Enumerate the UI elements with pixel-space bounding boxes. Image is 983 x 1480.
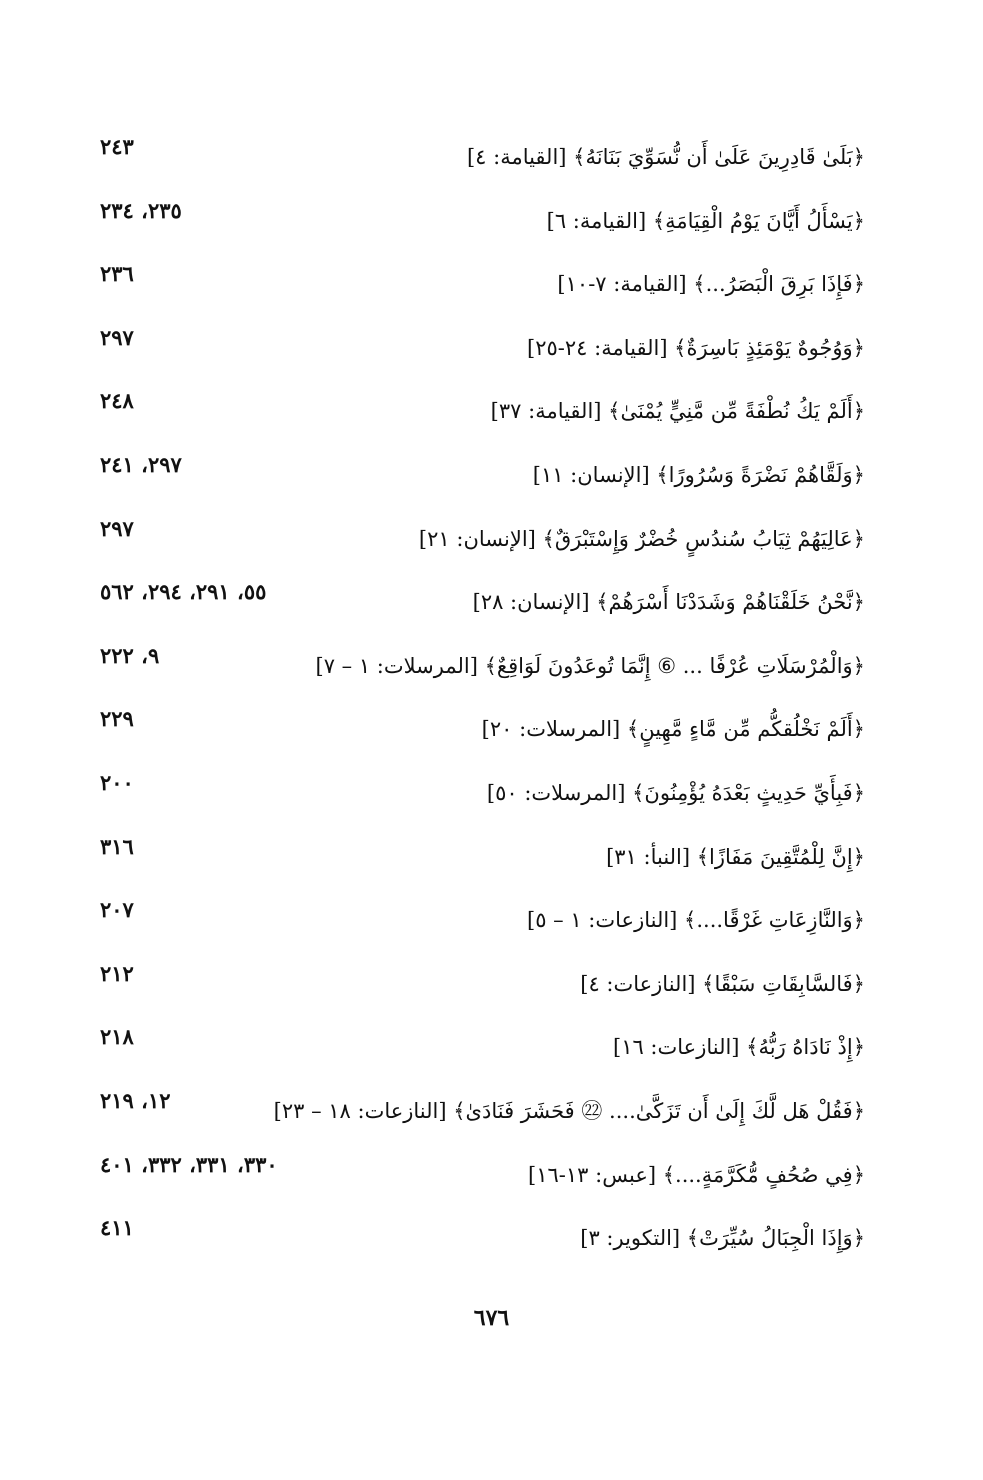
verse-reference: ﴿فَبِأَيِّ حَدِيثٍ بَعْدَهُ يُؤْمِنُونَ﴾ [المرسلات: ٥٠]: [486, 780, 865, 805]
verse-reference: ﴿نَّحْنُ خَلَقْنَاهُمْ وَشَدَدْنَا أَسْرَهُمْ﴾ [الإنسان: ٢٨]: [472, 590, 865, 615]
verse-reference: ﴿فَالسَّابِقَاتِ سَبْقًا﴾ [النازعات: ٤]: [580, 971, 865, 996]
verse-reference: ﴿وَإِذَا الْجِبَالُ سُيِّرَتْ﴾ [التكوير: ٣]: [580, 1226, 865, 1251]
index-entry: [100, 573, 865, 637]
index-entry: [100, 955, 865, 1019]
page-references: ٣١٦: [100, 833, 134, 859]
verse-reference: ﴿أَلَمْ يَكُ نُطْفَةً مِّن مَّنِيٍّ يُمْنَىٰ﴾ [القيامة: ٣٧]: [490, 399, 865, 424]
verse-reference: ﴿عَالِيَهُمْ ثِيَابُ سُندُسٍ خُضْرٌ وَإِسْتَبْرَقٌ﴾ [الإنسان: ٢١]: [418, 526, 865, 551]
page-references: ١٢، ٢١٩: [100, 1087, 171, 1113]
page-references: ٥٥، ٢٩١، ٢٩٤، ٥٦٢: [100, 579, 267, 605]
page-references: ٢٤٣: [100, 134, 134, 159]
index-entry: [100, 1146, 865, 1210]
page-number: ٦٧٦: [473, 1305, 510, 1331]
index-entry: [100, 764, 865, 828]
index-entry: [100, 1018, 865, 1082]
verse-index-list: [100, 128, 865, 1273]
page-references: ٣٣٠، ٣٣١، ٣٣٢، ٤٠١: [100, 1151, 278, 1177]
page-references: ٢٠٠: [100, 769, 134, 795]
page-references: ٢٩٧: [100, 515, 134, 541]
verse-reference: ﴿وَالْمُرْسَلَاتِ عُرْفًا ... ⑥ إِنَّمَا تُوعَدُونَ لَوَاقِعٌ﴾ [المرسلات: ١ – ٧]: [315, 653, 865, 678]
verse-reference: ﴿فَقُلْ هَل لَّكَ إِلَىٰ أَن تَزَكَّىٰ.... ㉒ فَحَشَرَ فَنَادَىٰ﴾ [النازعات: ١٨ – ٢٣]: [273, 1098, 865, 1123]
page-references: ٤١١: [100, 1215, 134, 1241]
index-entry: [100, 382, 865, 446]
page-references: ٢٩٧، ٢٤١: [100, 451, 182, 477]
verse-reference: ﴿وَالنَّازِعَاتِ غَرْقًا....﴾ [النازعات: ١ – ٥]: [527, 908, 865, 933]
index-entry: [100, 446, 865, 510]
verse-reference: ﴿أَلَمْ نَخْلُقكُّم مِّن مَّاءٍ مَّهِينٍ﴾ [المرسلات: ٢٠]: [481, 717, 865, 742]
index-entry: [100, 891, 865, 955]
verse-reference: ﴿إِنَّ لِلْمُتَّقِينَ مَفَازًا﴾ [النبأ: ٣١]: [606, 844, 865, 869]
page-references: ٢٩٧: [100, 324, 134, 350]
index-entry: [100, 828, 865, 892]
verse-reference: ﴿وَوُجُوهٌ يَوْمَئِذٍ بَاسِرَةٌ﴾ [القيامة: ٢٤-٢٥]: [527, 335, 865, 360]
verse-reference: ﴿بَلَىٰ قَادِرِينَ عَلَىٰ أَن نُّسَوِّيَ بَنَانَهُ﴾ [القيامة: ٤]: [466, 145, 865, 169]
index-entry: [100, 1209, 865, 1273]
index-entry: [100, 319, 865, 383]
index-entry: [100, 128, 865, 192]
index-entry: [100, 700, 865, 764]
index-entry: [100, 510, 865, 574]
index-entry: [100, 192, 865, 256]
page-references: ٢١٢: [100, 960, 134, 986]
index-entry: [100, 637, 865, 701]
page-references: ٢٣٦: [100, 261, 134, 287]
page-references: ٢٠٧: [100, 897, 134, 923]
verse-reference: ﴿فَإِذَا بَرِقَ الْبَصَرُ...﴾ [القيامة: ٧-١٠]: [557, 272, 865, 297]
verse-reference: ﴿فِي صُحُفٍ مُّكَرَّمَةٍ....﴾ [عبس: ١٣-١٦]: [528, 1162, 865, 1187]
page-references: ٢٢٩: [100, 706, 134, 732]
index-entry: [100, 255, 865, 319]
verse-reference: ﴿يَسْأَلُ أَيَّانَ يَوْمُ الْقِيَامَةِ﴾ [القيامة: ٦]: [546, 208, 865, 233]
page-references: ٩، ٢٢٢: [100, 642, 160, 668]
verse-reference: ﴿وَلَقَّاهُمْ نَضْرَةً وَسُرُورًا﴾ [الإنسان: ١١]: [532, 462, 865, 487]
page-references: ٢٣٥، ٢٣٤: [100, 197, 182, 223]
page-references: ٢١٨: [100, 1024, 134, 1050]
verse-reference: ﴿إِذْ نَادَاهُ رَبُّهُ﴾ [النازعات: ١٦]: [612, 1035, 865, 1060]
page-references: ٢٤٨: [100, 388, 134, 414]
index-entry: [100, 1082, 865, 1146]
